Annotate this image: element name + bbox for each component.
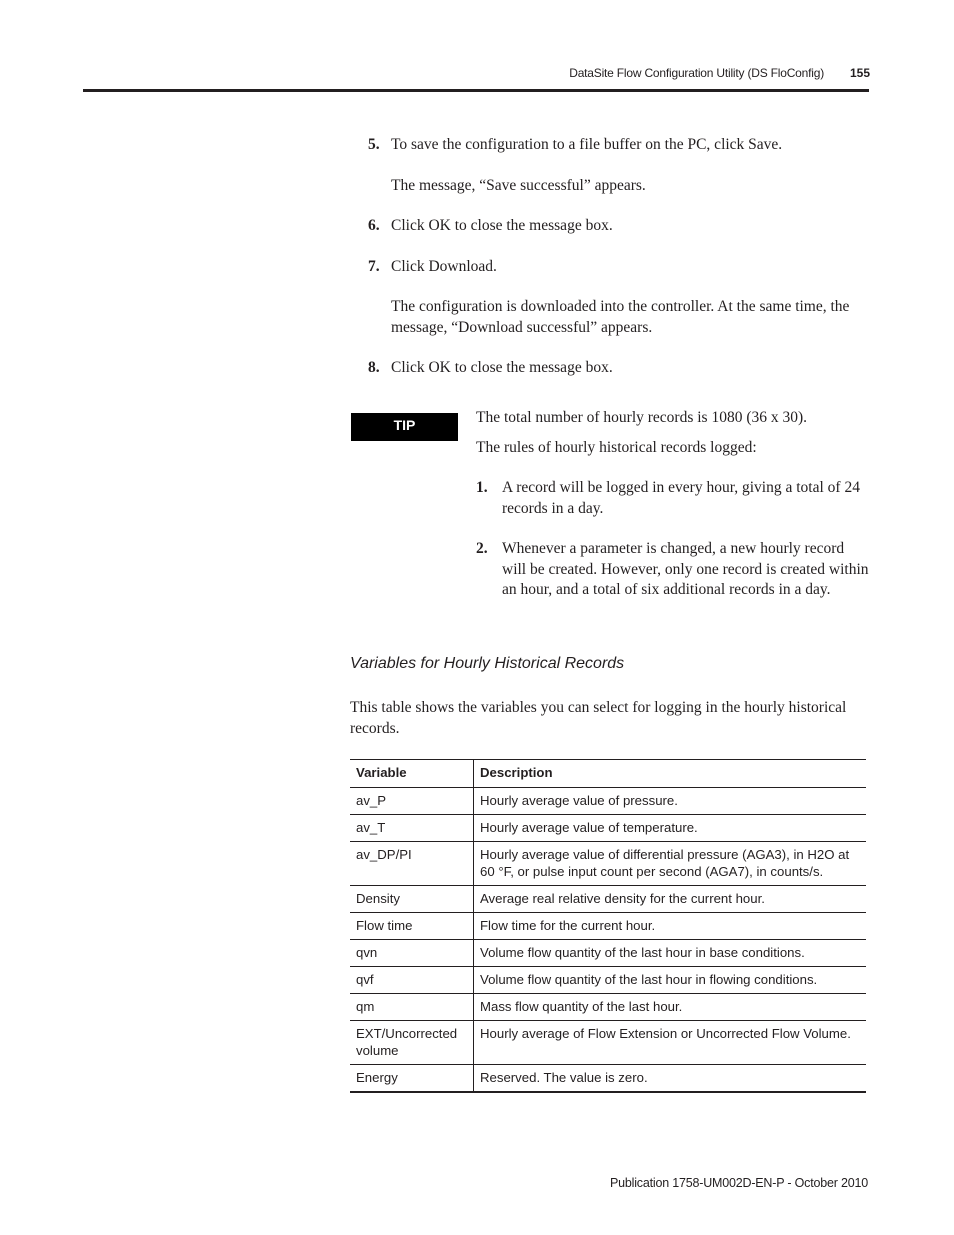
table-row — [350, 886, 866, 913]
step-text: Click OK to close the message box. — [391, 217, 613, 234]
description-cell: Reserved. The value is zero. — [480, 1070, 648, 1085]
table-header-row — [350, 760, 866, 788]
publication-footer: Publication 1758-UM002D-EN-P - October 2010 — [610, 1176, 868, 1190]
step-8 — [368, 358, 868, 378]
step-number: 7. — [368, 258, 380, 275]
description-cell: Volume flow quantity of the last hour in flowing conditions. — [480, 972, 818, 987]
table-row — [350, 842, 866, 886]
table-row — [350, 994, 866, 1021]
step-text: Click OK to close the message box. — [391, 359, 613, 376]
table-row — [350, 788, 866, 815]
table-row — [350, 815, 866, 842]
variable-cell: av_DP/PI — [350, 842, 474, 886]
table-row — [350, 1021, 866, 1065]
step-5-note: The message, “Save successful” appears. — [391, 177, 646, 194]
step-number: 5. — [368, 136, 380, 153]
variable-cell: Flow time — [350, 913, 474, 940]
step-text: To save the configuration to a file buffer on the PC, click Save. — [391, 136, 783, 153]
variable-cell: Energy — [350, 1065, 474, 1093]
section-intro: This table shows the variables you can select for logging in the hourly historical records. — [350, 699, 847, 737]
tip-item-text: A record will be logged in every hour, giving a total of 24 records in a day. — [502, 479, 860, 517]
variable-cell: qm — [350, 994, 474, 1021]
description-cell: Volume flow quantity of the last hour in base conditions. — [480, 945, 805, 960]
description-cell: Mass flow quantity of the last hour. — [480, 999, 683, 1014]
description-cell: Flow time for the current hour. — [480, 918, 656, 933]
step-7-note: The configuration is downloaded into the controller. At the same time, the message, “Download successful” appears. — [391, 298, 850, 336]
tip-item-text: Whenever a parameter is changed, a new hourly record will be created. However, only one record is created within an hour, and a total of six additional records in a day. — [502, 540, 869, 598]
column-header-description: Description — [480, 765, 553, 780]
step-text: Click Download. — [391, 258, 497, 275]
variable-cell: Density — [350, 886, 474, 913]
tip-line-2: The rules of hourly historical records logged: — [476, 439, 757, 456]
running-header-title: DataSite Flow Configuration Utility (DS FloConfig) — [569, 66, 824, 80]
tip-label: TIP — [351, 413, 458, 441]
table-row — [350, 1065, 866, 1093]
header-rule — [83, 89, 869, 92]
table-row — [350, 913, 866, 940]
column-header-variable: Variable — [350, 760, 474, 788]
description-cell: Hourly average of Flow Extension or Uncorrected Flow Volume. — [480, 1026, 851, 1041]
tip-item-number: 2. — [476, 540, 488, 557]
section-title: Variables for Hourly Historical Records — [350, 655, 625, 672]
step-7 — [368, 257, 868, 277]
tip-item-number: 1. — [476, 479, 488, 496]
description-cell: Hourly average value of temperature. — [480, 820, 698, 835]
description-cell: Hourly average value of differential pressure (AGA3), in H2O at 60 °F, or pulse input count per second (AGA7), in counts/s. — [480, 847, 850, 879]
step-6 — [368, 216, 868, 236]
description-cell: Average real relative density for the current hour. — [480, 891, 765, 906]
step-5 — [368, 135, 868, 155]
step-number: 6. — [368, 217, 380, 234]
tip-item-1 — [476, 478, 871, 519]
page-number: 155 — [850, 66, 871, 80]
variable-cell: qvf — [350, 967, 474, 994]
variable-cell: av_P — [350, 788, 474, 815]
variable-cell: av_T — [350, 815, 474, 842]
tip-item-2 — [476, 539, 871, 601]
step-number: 8. — [368, 359, 380, 376]
tip-line-1: The total number of hourly records is 1080 (36 x 30). — [476, 409, 808, 426]
table-row — [350, 967, 866, 994]
variable-cell: EXT/Uncorrected volume — [350, 1021, 474, 1065]
variable-cell: qvn — [350, 940, 474, 967]
description-cell: Hourly average value of pressure. — [480, 793, 678, 808]
table-row — [350, 940, 866, 967]
variables-table — [350, 759, 866, 1093]
